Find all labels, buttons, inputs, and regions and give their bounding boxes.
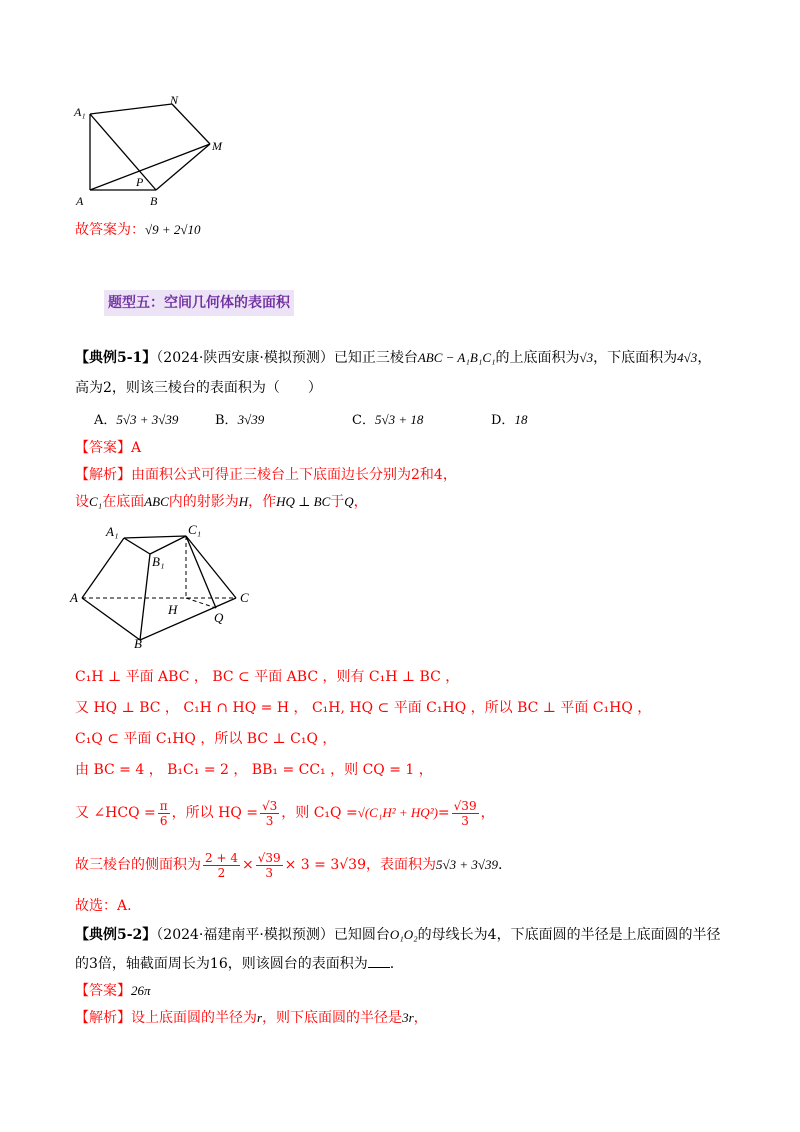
m: C₁ xyxy=(89,494,103,509)
edge-a1-c1 xyxy=(124,536,186,538)
num: 2 + 4 xyxy=(205,850,238,865)
ex1-option-c[interactable] xyxy=(352,410,423,431)
label-b1: B₁ xyxy=(152,554,165,569)
ex1-q-text3: ，下底面积为 xyxy=(593,350,678,366)
ex1-question-line1 xyxy=(75,348,711,368)
edge-a-b xyxy=(82,598,140,640)
t: × 3 = 3√39 xyxy=(284,857,366,873)
t: = xyxy=(437,805,450,821)
segment-h-q xyxy=(186,598,216,608)
edge-m-b xyxy=(156,144,210,190)
option-label: C． xyxy=(352,413,375,428)
label-q: Q xyxy=(214,610,224,625)
ex1-source: （2024·陕西安康·模拟预测） xyxy=(156,350,334,366)
num: π xyxy=(159,798,168,813)
num: √3 xyxy=(261,798,278,813)
t: 设上底面圆的半径为 xyxy=(131,1010,257,1026)
edge-a1-a xyxy=(82,538,124,598)
ex1-analysis-text: 由面积公式可得正三棱台上下底面边长分别为2和4， xyxy=(131,467,457,483)
ex1-step4: 由 BC = 4 ， B₁C₁ = 2 ， BB₁ = CC₁ ，则 CQ = 1 ， xyxy=(75,762,433,778)
ex1-tag: 【典例5-1】 xyxy=(75,350,157,366)
m: HQ ⊥ BC xyxy=(276,494,331,509)
ex2-analysis-tag: 【解析】 xyxy=(75,1010,131,1026)
edge-c1-q xyxy=(186,536,216,608)
ex1-q-upper-area: √3 xyxy=(579,350,594,365)
t: × xyxy=(241,857,254,873)
ex1-q-text: 已知正三棱台 xyxy=(333,350,418,366)
den: 3 xyxy=(461,813,469,828)
frustum-diagram xyxy=(68,518,268,648)
label-a1: A₁ xyxy=(106,524,119,539)
fraction-sqrt39-3 xyxy=(256,851,283,880)
answer-blank xyxy=(368,955,390,968)
t: 内的射影为 xyxy=(168,494,239,510)
t: 故三棱台的侧面积为 xyxy=(75,857,201,873)
ex2-answer-tag: 【答案】 xyxy=(75,983,131,999)
ex1-analysis-line2 xyxy=(75,492,368,512)
label-c1: C₁ xyxy=(188,522,202,537)
den: 3 xyxy=(265,865,273,880)
m: √(C₁H² + HQ²) xyxy=(357,805,438,820)
ex2-source: （2024·福建南平·模拟预测） xyxy=(156,927,334,943)
t: 又 ∠HCQ = xyxy=(75,805,156,821)
t: ，作 xyxy=(248,494,277,510)
edge-a1-n xyxy=(90,104,172,114)
t: 已知圆台 xyxy=(333,927,390,943)
t: ， xyxy=(353,494,368,510)
ex1-answer: A xyxy=(131,440,142,456)
ex2-answer-line xyxy=(75,981,151,1001)
label-c: C xyxy=(240,590,249,605)
label-h: H xyxy=(168,602,178,617)
t: 的母线长为4，下底面圆的半径是上底面圆的半径 xyxy=(417,927,721,943)
ex1-step5 xyxy=(75,796,495,830)
m: 5√3 + 3√39 xyxy=(435,857,499,872)
t: ，所以 HQ = xyxy=(171,805,258,821)
label-a1: A₁ xyxy=(74,105,86,119)
m: Q xyxy=(344,494,354,509)
ex1-q-text2: 的上底面积为 xyxy=(495,350,580,366)
t: 设 xyxy=(75,494,89,510)
ex2-question-line2 xyxy=(75,954,394,974)
t: ， xyxy=(480,805,495,821)
fraction-sqrt3-3 xyxy=(260,799,279,828)
option-label: B． xyxy=(215,413,238,428)
option-value: 5√3 + 18 xyxy=(374,412,424,427)
section-heading: 题型五：空间几何体的表面积 xyxy=(104,290,294,316)
fraction-pi-6 xyxy=(158,799,170,828)
fraction-sqrt39-3 xyxy=(452,799,479,828)
m: 3r xyxy=(402,1010,414,1025)
option-label: A． xyxy=(94,413,117,428)
m: ABC xyxy=(144,494,169,509)
ex1-option-b[interactable] xyxy=(215,410,264,431)
num: √39 xyxy=(453,798,477,813)
ex1-step2: 又 HQ ⊥ BC ， C₁H ∩ HQ = H ， C₁H, HQ ⊂ 平面 C₁HQ ，所以 BC ⊥ 平面 C₁HQ ， xyxy=(75,700,652,716)
edge-b1-c1 xyxy=(150,536,186,554)
t: ，表面积为 xyxy=(365,857,436,873)
t: ，则下底面圆的半径是 xyxy=(262,1010,403,1026)
ex1-analysis-line1 xyxy=(75,465,457,485)
t: . xyxy=(389,956,395,972)
den: 3 xyxy=(265,813,274,828)
label-b: B xyxy=(150,194,158,208)
ex1-q-text4: ， xyxy=(697,350,712,366)
t: 于 xyxy=(330,494,345,510)
label-a: A xyxy=(70,590,78,605)
t: . xyxy=(498,857,503,873)
edge-n-m xyxy=(172,104,210,144)
m: H xyxy=(238,494,249,509)
figure-prev-diagram xyxy=(70,92,240,212)
den: 6 xyxy=(159,813,168,828)
ex1-q-lower-area: 4√3 xyxy=(677,350,698,365)
t: ， xyxy=(413,1010,428,1026)
ex1-step6 xyxy=(75,848,502,882)
ex1-step3: C₁Q ⊂ 平面 C₁HQ ，所以 BC ⊥ C₁Q ， xyxy=(75,731,337,747)
label-m: M xyxy=(212,139,222,153)
ex1-analysis-tag: 【解析】 xyxy=(75,467,131,483)
option-value: 18 xyxy=(514,412,528,427)
ex2-analysis-line xyxy=(75,1008,428,1028)
prev-answer-prefix: 故答案为： xyxy=(75,222,145,238)
option-value: 3√39 xyxy=(237,412,265,427)
ex1-question-line2: 高为2，则该三棱台的表面积为（ ） xyxy=(75,380,322,396)
num: √39 xyxy=(257,850,281,865)
fraction-2plus4-2 xyxy=(203,851,240,880)
ex1-option-d[interactable] xyxy=(491,410,527,431)
label-p: P xyxy=(136,175,144,189)
label-a: A xyxy=(76,194,84,208)
ex1-answer-line xyxy=(75,438,141,458)
ex1-q-frustum: ABC − A₁B₁C₁ xyxy=(417,350,496,365)
m: r xyxy=(257,1010,263,1025)
label-n: N xyxy=(170,93,179,107)
t: 的3倍，轴截面周长为16，则该圆台的表面积为 xyxy=(75,956,368,972)
edge-a1-b xyxy=(90,114,156,190)
edge-a1-b1 xyxy=(124,538,150,554)
option-label: D． xyxy=(491,413,515,428)
edge-c1-c xyxy=(186,536,236,598)
edge-b1-b xyxy=(140,554,150,640)
prev-answer-line xyxy=(75,220,201,240)
t: ，则 C₁Q = xyxy=(281,805,358,821)
ex2-question-line1 xyxy=(75,925,721,945)
ex1-step1: C₁H ⊥ 平面 ABC ， BC ⊂ 平面 ABC ，则有 C₁H ⊥ BC ， xyxy=(75,669,460,685)
t: 在底面 xyxy=(102,494,145,510)
den: 2 xyxy=(217,865,226,880)
ex1-option-a[interactable] xyxy=(94,410,178,431)
label-b: B xyxy=(134,636,142,648)
option-value: 5√3 + 3√39 xyxy=(116,412,179,427)
prev-answer-value: √9 + 2√10 xyxy=(145,222,201,237)
ex2-tag: 【典例5-2】 xyxy=(75,927,157,943)
ex1-choose: 故选：A. xyxy=(75,898,132,914)
ex1-answer-tag: 【答案】 xyxy=(75,440,131,456)
m: O₁O₂ xyxy=(389,927,418,942)
ex2-answer: 26π xyxy=(131,983,151,998)
